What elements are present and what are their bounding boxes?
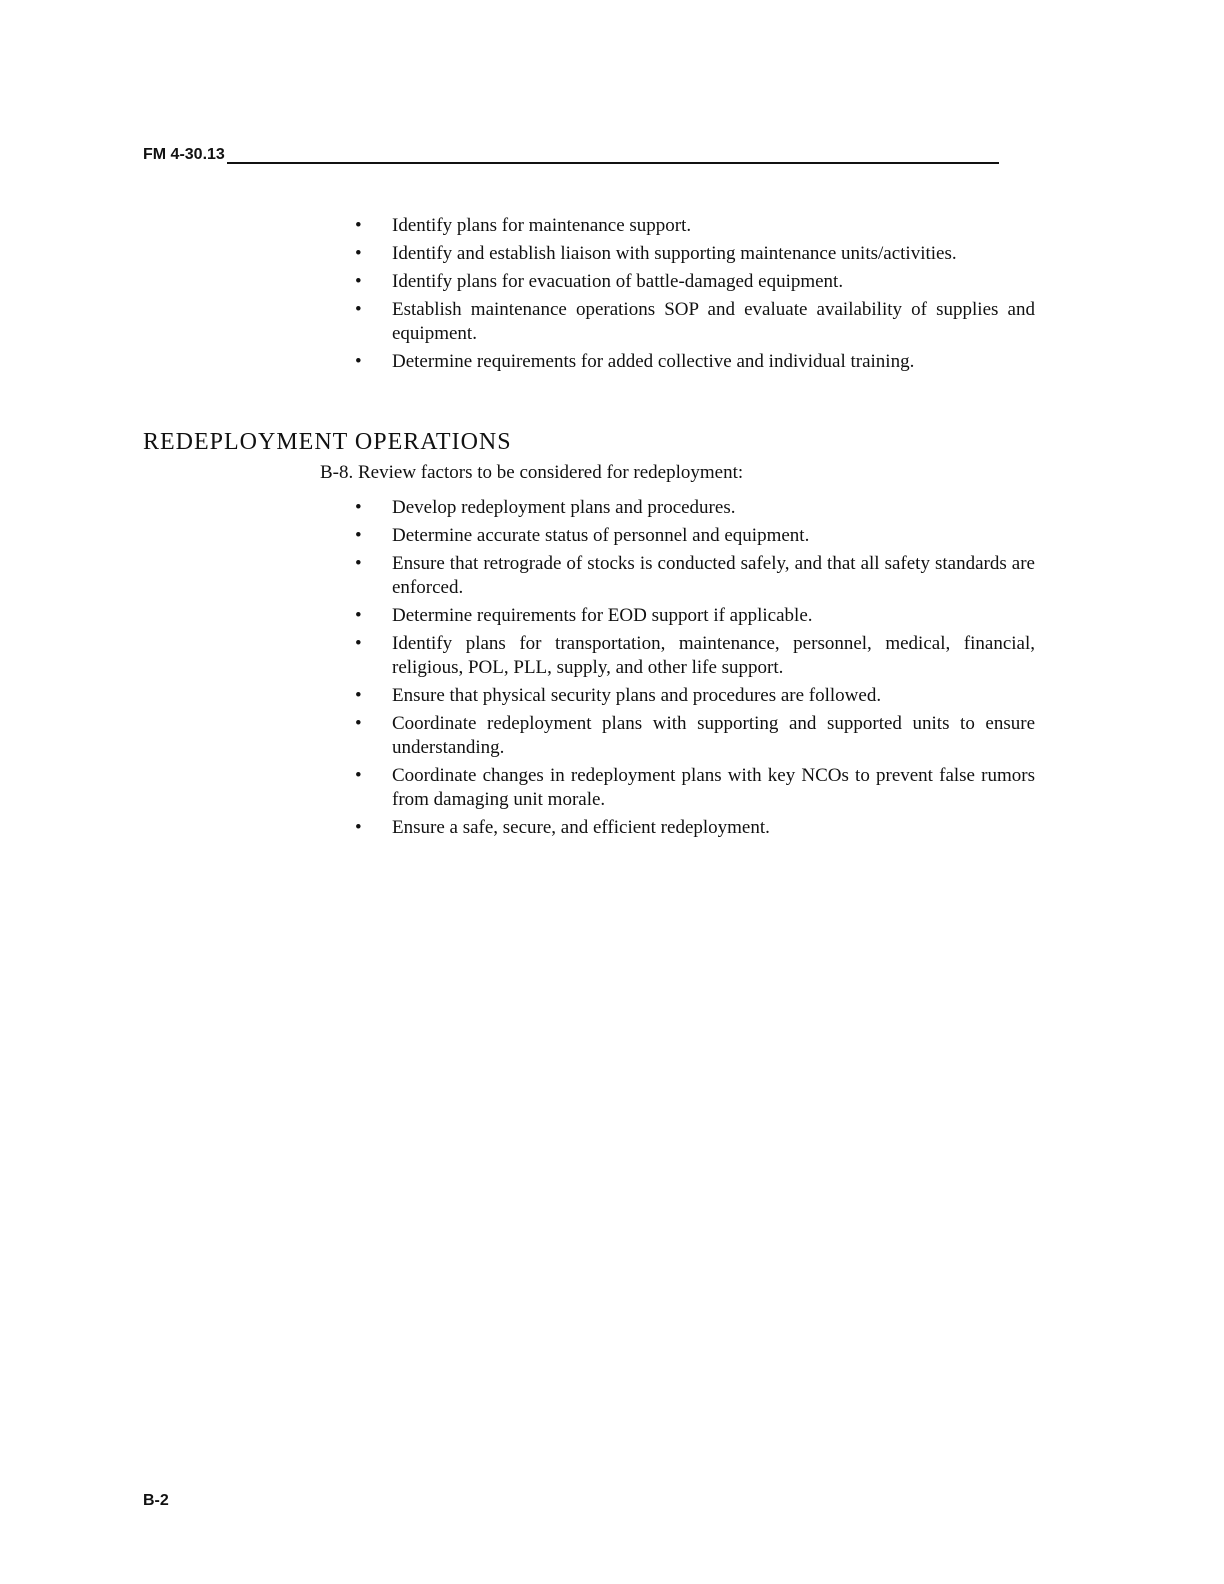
list-item: • Identify plans for transportation, maintenance, personnel, medical, financial, religious, POL, PLL, supply, and other life support. [355, 633, 1035, 678]
header-rule [227, 162, 999, 164]
list-item: • Determine accurate status of personnel and equipment. [355, 525, 810, 546]
list-item: • Ensure that physical security plans and procedures are followed. [355, 685, 882, 706]
list-item: • Develop redeployment plans and procedures. [355, 497, 736, 518]
bullet-icon: • [355, 713, 362, 734]
redeployment-bullet-list [355, 496, 1035, 844]
document-id: FM 4-30.13 [143, 146, 225, 163]
bullet-icon: • [355, 765, 362, 786]
bullet-icon: • [355, 351, 362, 372]
list-item: • Establish maintenance operations SOP and evaluate availability of supplies and equipment. [355, 299, 1035, 344]
list-item: • Ensure a safe, secure, and efficient redeployment. [355, 817, 770, 838]
running-header [143, 144, 999, 164]
page-number: B-2 [143, 1492, 169, 1509]
bullet-icon: • [355, 497, 362, 518]
bullet-icon: • [355, 299, 362, 320]
bullet-icon: • [355, 243, 362, 264]
bullet-icon: • [355, 685, 362, 706]
section-paragraph: B-8. Review factors to be considered for redeployment: [320, 462, 744, 483]
bullet-icon: • [355, 553, 362, 574]
bullet-icon: • [355, 525, 362, 546]
maintenance-bullet-list [355, 214, 1035, 378]
list-item: • Ensure that retrograde of stocks is conducted safely, and that all safety standards are enforced. [355, 553, 1035, 598]
list-item: • Determine requirements for EOD support if applicable. [355, 605, 813, 626]
list-item: • Determine requirements for added collective and individual training. [355, 351, 915, 372]
list-item: • Coordinate redeployment plans with supporting and supported units to ensure understanding. [355, 713, 1035, 758]
section-heading: REDEPLOYMENT OPERATIONS [143, 429, 512, 455]
list-item: • Identify plans for evacuation of battle-damaged equipment. [355, 271, 844, 292]
list-item: • Coordinate changes in redeployment plans with key NCOs to prevent false rumors from damaging unit morale. [355, 765, 1035, 810]
bullet-icon: • [355, 633, 362, 654]
bullet-icon: • [355, 605, 362, 626]
bullet-icon: • [355, 817, 362, 838]
bullet-icon: • [355, 271, 362, 292]
list-item: • Identify and establish liaison with supporting maintenance units/activities. [355, 243, 957, 264]
bullet-icon: • [355, 215, 362, 236]
list-item: • Identify plans for maintenance support. [355, 215, 692, 236]
